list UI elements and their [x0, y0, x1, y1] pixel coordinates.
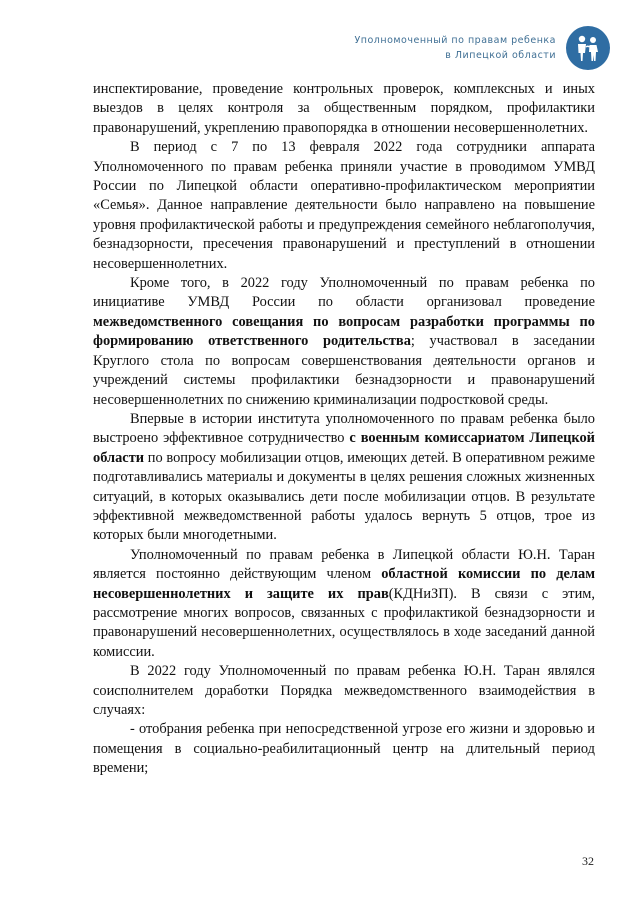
bold-phrase: областной комиссии по делам несовершеннолетних и защите их прав — [93, 566, 595, 602]
children-silhouette-icon — [566, 26, 610, 70]
paragraph-continuation: инспектирование, проведение контрольных проверок, комплексных и иных выездов в целях контроля за общественным порядком, профилактики правонарушений, укреплению правопорядка в отношении несовершеннолетних. — [93, 81, 595, 136]
page-header — [354, 22, 610, 74]
paragraph-text: Впервые в истории института уполномоченного по правам ребенка было выстроено эффективное сотрудничество — [93, 410, 595, 447]
paragraph-coexecutor: В 2022 году Уполномоченный по правам ребенка Ю.Н. Таран являлся соисполнителем доработки Порядка межведомственного взаимодействия в случаях: — [93, 663, 595, 718]
bold-phrase: межведомственного совещания по вопросам разработки программы по формированию ответственного родительства — [93, 313, 595, 350]
paragraph-family-operation: В период с 7 по 13 февраля 2022 года сотрудники аппарата Уполномоченного по правам ребенка приняли участие в проводимом УМВД России по Липецкой области оперативно-профилактическом мероприятии «Семья». Данное направление деятельности было направлено на повышение уровня профилактической работы и предупреждения семейного неблагополучия, безнадзорности, пресечения правонарушений и преступлений в отношении несовершеннолетних. — [93, 139, 595, 272]
bold-phrase: с военным комиссариатом Липецкой области — [93, 430, 595, 466]
paragraph-interagency-meeting — [93, 274, 595, 410]
paragraph-text: Кроме того, в 2022 году Уполномоченный по правам ребенка по инициативе УМВД России по области организовал проведение — [93, 275, 595, 311]
paragraph-text: Уполномоченный по правам ребенка в Липецкой области Ю.Н. Таран является постоянно действующим членом — [93, 546, 595, 583]
paragraph-text: по вопросу мобилизации отцов, имеющих детей. В оперативном режиме подготавливались материалы и документы в целях решения сложных жизненных ситуаций, в которых оказывались дети после мобилизации отцов. В результате эффективной межведомственной работы удалось вернуть 5 отцов, трое из которых были многодетными. — [93, 449, 595, 544]
paragraph-military-cooperation — [93, 410, 595, 546]
header-text — [354, 33, 556, 63]
list-item: - отобрания ребенка при непосредственной угрозе его жизни и здоровью и помещения в социально-реабилитационный центр на длительный период времени; — [93, 721, 595, 777]
document-body — [93, 80, 595, 779]
paragraph-text: (КДНиЗП). В связи с этим, рассмотрение многих вопросов, связанных с профилактикой безнадзорности и правонарушений несовершеннолетних, осуществлялось в ходе заседаний данной комиссии. — [93, 585, 595, 660]
page-number: 32 — [582, 854, 594, 868]
paragraph-text: ; участвовал в заседании Круглого стола по вопросам совершенствования деятельности органов и учреждений системы профилактики безнадзорности и правонарушений несовершеннолетних по снижению криминализации подростковой среды. — [93, 333, 596, 408]
header-line-1: Уполномоченный по правам ребенка — [354, 35, 556, 46]
header-line-2: в Липецкой области — [445, 50, 556, 61]
paragraph-commission-membership — [93, 546, 595, 662]
